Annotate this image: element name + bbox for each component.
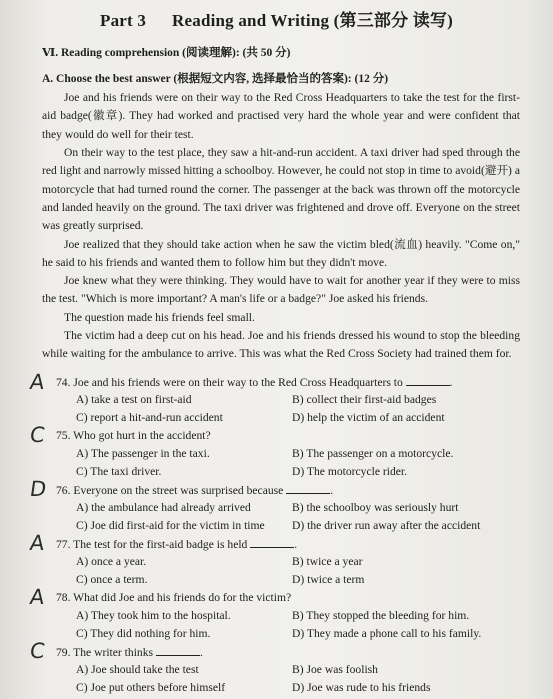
answer-blank — [406, 375, 450, 386]
option-77b: B) twice a year — [292, 555, 363, 568]
option-76a: A) the ambulance had already arrived — [76, 501, 251, 514]
section-heading: Ⅵ. Reading comprehension (阅读理解): (共 50 分) — [42, 47, 291, 59]
question-stem: 75. Who got hurt in the accident? — [56, 429, 211, 442]
passage-paragraph-1: Joe and his friends were on their way to the Red Cross Headquarters to take the test for the first-aid badge(徽章). They had worked and practised very hard the whole year and were confident that they would do well for their test. — [42, 91, 520, 141]
handwritten-answer-79: C — [28, 639, 47, 663]
question-stem: 74. Joe and his friends were on their way to the Red Cross Headquarters to — [56, 376, 403, 389]
subsection-heading: A. Choose the best answer (根据短文内容, 选择最恰当的答案): (12 分) — [42, 73, 389, 85]
option-74a: A) take a test on first-aid — [76, 393, 192, 406]
handwritten-answer-78: A — [28, 585, 47, 609]
option-79c: C) Joe put others before himself — [76, 681, 226, 694]
option-74d: D) help the victim of an accident — [292, 411, 445, 424]
handwritten-answer-76: D — [28, 477, 48, 501]
question-74 — [56, 375, 453, 389]
part-name: Reading and Writing (第三部分 读写) — [172, 11, 454, 30]
question-stem-end: . — [199, 646, 203, 659]
question-stem: 79. The writer thinks — [56, 646, 154, 659]
option-75a: A) The passenger in the taxi. — [76, 447, 210, 460]
handwritten-answer-74: A — [28, 370, 47, 394]
option-77c: C) once a term. — [76, 573, 148, 586]
option-77d: D) twice a term — [292, 573, 365, 586]
passage-paragraph-6: The victim had a deep cut on his head. Joe and his friends dressed his wound to stop the bleeding while waiting for the ambulance to arrive. This was what the Red Cross Society had trained them for. — [42, 329, 520, 361]
question-76 — [56, 483, 333, 497]
question-stem-end: . — [449, 376, 453, 389]
question-stem: 77. The test for the first-aid badge is held — [56, 538, 248, 551]
option-75c: C) The taxi driver. — [76, 465, 162, 478]
question-stem-end: . — [294, 538, 298, 551]
handwritten-answer-77: A — [28, 531, 47, 555]
passage-paragraph-5: The question made his friends feel small. — [64, 311, 255, 324]
question-79 — [56, 645, 203, 659]
answer-blank — [250, 537, 294, 548]
part-label: Part 3 — [99, 11, 147, 30]
passage-paragraph-4: Joe knew what they were thinking. They would have to wait for another year if they were to miss the test. "Which is more important? A man's life or a badge?" Joe asked his friends. — [42, 274, 520, 306]
option-76b: B) the schoolboy was seriously hurt — [292, 501, 459, 514]
handwritten-answer-75: C — [28, 423, 47, 447]
option-75d: D) The motorcycle rider. — [292, 465, 408, 478]
option-78b: B) They stopped the bleeding for him. — [292, 609, 470, 622]
question-77 — [56, 537, 297, 551]
page-title — [0, 6, 553, 31]
passage-paragraph-2: On their way to the test place, they saw a hit-and-run accident. A taxi driver had sped through the red light and narrowly missed hitting a schoolboy. However, he could not stop in time to avoid(避开) a motorcycle that had turned round the corner. The passenger at the back was thrown off the motorcycle and landed heavily on the ground. The taxi driver was frightened and drove off. Everyone on the street was greatly surprised. — [42, 146, 520, 233]
answer-blank — [156, 645, 200, 656]
question-stem-end: . — [330, 484, 334, 497]
answer-blank — [286, 483, 330, 494]
option-79d: D) Joe was rude to his friends — [292, 681, 431, 694]
option-79a: A) Joe should take the test — [76, 663, 199, 676]
option-76c: C) Joe did first-aid for the victim in time — [76, 519, 265, 532]
option-76d: D) the driver run away after the accident — [292, 519, 481, 532]
question-75 — [56, 429, 211, 442]
option-78c: C) They did nothing for him. — [76, 627, 211, 640]
passage-paragraph-3: Joe realized that they should take action when he saw the victim bled(流血) heavily. "Come on," he said to his friends and wanted them to follow him but they didn't move. — [42, 238, 520, 270]
question-78 — [56, 591, 291, 604]
option-74c: C) report a hit-and-run accident — [76, 411, 223, 424]
question-stem: 76. Everyone on the street was surprised because — [56, 484, 284, 497]
page-edge-shadow — [525, 0, 553, 699]
option-74b: B) collect their first-aid badges — [292, 393, 437, 406]
option-78d: D) They made a phone call to his family. — [292, 627, 482, 640]
option-75b: B) The passenger on a motorcycle. — [292, 447, 454, 460]
option-77a: A) once a year. — [76, 555, 147, 568]
option-78a: A) They took him to the hospital. — [76, 609, 231, 622]
question-stem: 78. What did Joe and his friends do for the victim? — [56, 591, 292, 604]
option-79b: B) Joe was foolish — [292, 663, 378, 676]
